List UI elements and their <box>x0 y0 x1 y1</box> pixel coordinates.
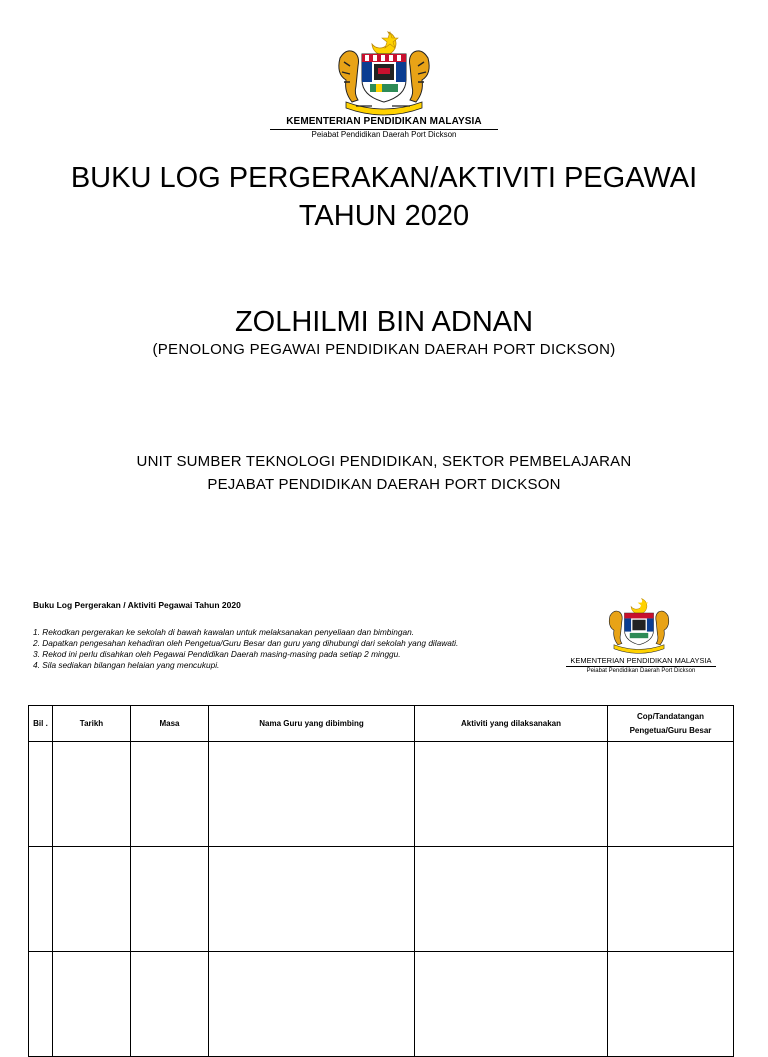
table-cell[interactable] <box>131 742 209 847</box>
log-section-title: Buku Log Pergerakan / Aktiviti Pegawai Tahun 2020 <box>33 600 241 610</box>
instructions-list <box>33 627 458 671</box>
instruction-item: 2. Dapatkan pengesahan kehadiran oleh Pengetua/Guru Besar dan guru yang dihubungi dari sekolah yang dilawati. <box>33 638 459 648</box>
table-cell[interactable] <box>53 847 131 952</box>
office-name: Peiabat Pendidikan Daerah Port Dickson <box>586 668 696 674</box>
table-cell[interactable] <box>53 742 131 847</box>
instruction-item: 4. Sila sediakan bilangan helaian yang mencukupi. <box>33 660 220 670</box>
table-cell[interactable] <box>131 952 209 1057</box>
document-year: TAHUN 2020 <box>298 200 470 232</box>
table-cell[interactable] <box>29 952 53 1057</box>
table-cell[interactable] <box>415 847 608 952</box>
table-row <box>29 742 734 847</box>
unit-line: UNIT SUMBER TEKNOLOGI PENDIDIKAN, SEKTOR PEMBELAJARAN <box>136 453 632 470</box>
coat-of-arms-icon <box>332 28 436 116</box>
table-cell[interactable] <box>29 742 53 847</box>
table-cell[interactable] <box>209 742 415 847</box>
office-name: Peiabat Pendidikan Daerah Port Dickson <box>311 130 457 139</box>
instruction-item: 3. Rekod ini perlu disahkan oleh Pegawai Pendidikan Daerah masing-masing pada setiap 2 minggu. <box>33 649 401 659</box>
ministry-header <box>270 116 498 140</box>
table-row <box>29 952 734 1057</box>
table-cell[interactable] <box>131 847 209 952</box>
ministry-header-small <box>566 656 716 675</box>
column-header-cop: Cop/Tandatangan Pengetua/Guru Besar <box>608 706 734 742</box>
instruction-item: 1. Rekodkan pergerakan ke sekolah di bawah kawalan untuk melaksanakan penyeliaan dan bimbingan. <box>33 627 414 637</box>
table-row <box>29 847 734 952</box>
table-header-row <box>29 706 734 742</box>
table-cell[interactable] <box>608 847 734 952</box>
ministry-name: KEMENTERIAN PENDIDIKAN MALAYSIA <box>270 116 498 130</box>
log-table <box>28 705 734 1057</box>
column-header-aktiviti: Aktiviti yang dilaksanakan <box>415 706 608 742</box>
ministry-name: KEMENTERIAN PENDIDIKAN MALAYSIA <box>566 656 716 667</box>
office-line: PEJABAT PENDIDIKAN DAERAH PORT DICKSON <box>207 476 561 493</box>
table-cell[interactable] <box>29 847 53 952</box>
officer-name: ZOLHILMI BIN ADNAN <box>234 306 534 338</box>
coat-of-arms-icon <box>604 596 674 654</box>
column-header-bil: Bil . <box>29 706 53 742</box>
table-cell[interactable] <box>53 952 131 1057</box>
table-cell[interactable] <box>415 952 608 1057</box>
table-cell[interactable] <box>415 742 608 847</box>
officer-position: (PENOLONG PEGAWAI PENDIDIKAN DAERAH PORT DICKSON) <box>152 341 616 358</box>
column-header-tarikh: Tarikh <box>53 706 131 742</box>
table-cell[interactable] <box>209 952 415 1057</box>
document-title: BUKU LOG PERGERAKAN/AKTIVITI PEGAWAI <box>70 162 698 194</box>
table-cell[interactable] <box>209 847 415 952</box>
column-header-masa: Masa <box>131 706 209 742</box>
table-cell[interactable] <box>608 952 734 1057</box>
table-cell[interactable] <box>608 742 734 847</box>
column-header-nama-guru: Nama Guru yang dibimbing <box>209 706 415 742</box>
